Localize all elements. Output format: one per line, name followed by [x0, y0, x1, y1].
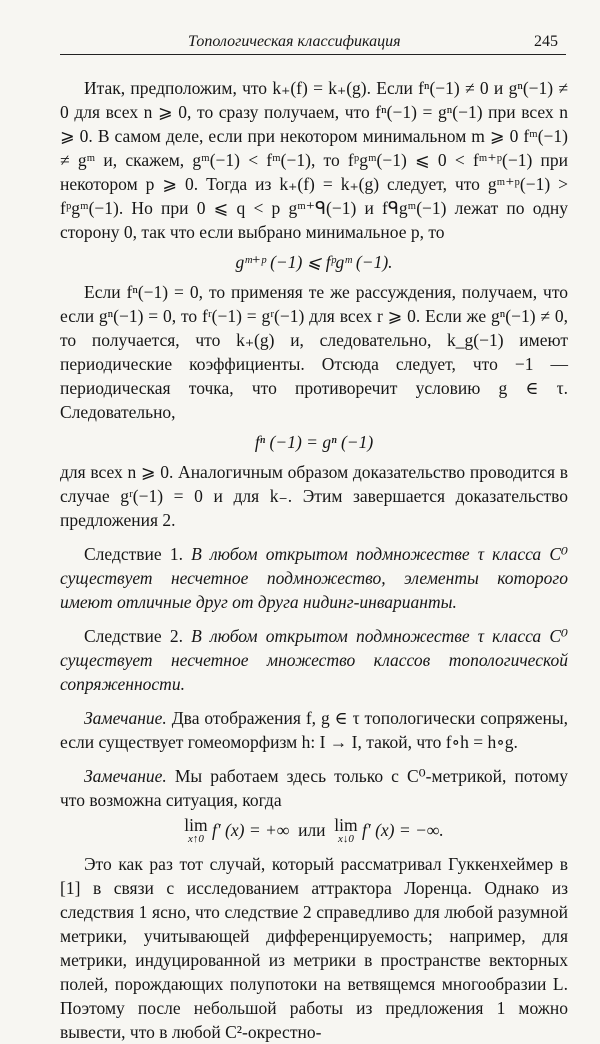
remark-1-label: Замечание.: [84, 708, 167, 728]
remark-1-text: Два отображения f, g ∈ τ топологически сопряжены, если существует гомеоморфизм h: I → I, такой, что f∘h = h∘g.: [60, 708, 568, 752]
corollary-2-label: Следствие 2.: [84, 626, 183, 646]
formula-limits: [60, 815, 568, 846]
formula-inequality: gᵐ⁺ᵖ (−1) ⩽ fᵖgᵐ (−1).: [235, 252, 393, 272]
running-title: Топологическая классификация: [188, 33, 401, 50]
corollary-1-label: Следствие 1.: [84, 544, 183, 564]
page-body: [60, 76, 568, 1044]
limit-or: или: [298, 820, 326, 841]
corollary-1: [60, 542, 568, 614]
limit-left-expression: f′ (x) = +∞: [211, 820, 290, 841]
corollary-1-text: В любом открытом подмножестве τ класса C⁰ существует несчетное подмножество, элементы которого имеют отличные друг от друга нидинг-инварианты.: [60, 544, 569, 612]
remark-2-label: Замечание.: [84, 766, 167, 786]
paragraph-proof-start: Итак, предположим, что k₊(f) = k₊(g). Если fⁿ(−1) ≠ 0 и gⁿ(−1) ≠ 0 для всех n ⩾ 0, то сразу получаем, что fⁿ(−1) = gⁿ(−1) при всех n ⩾ 0. В самом деле, если при некотором минимальном m ⩾ 0 fᵐ(−1) ≠ gᵐ и, скажем, gᵐ(−1) < fᵐ(−1), то fᵖgᵐ(−1) ⩽ 0 < fᵐ⁺ᵖ(−1) при некотором p ⩾ 0. Тогда из k₊(f) = k₊(g) следует, что gᵐ⁺ᵖ(−1) > fᵖgᵐ(−1). Но при 0 ⩽ q < p gᵐ⁺ᑫ(−1) и fᑫgᵐ(−1) лежат по одну сторону 0, так что если выбрано минимальное p, то: [60, 78, 568, 242]
paragraph-proof-end: для всех n ⩾ 0. Аналогичным образом доказательство проводится в случае gʳ(−1) = 0 и для k₋. Этим завершается доказательство предложения 2.: [60, 462, 568, 530]
page-number: 245: [534, 33, 558, 50]
corollary-2: [60, 624, 568, 696]
remark-1: [60, 706, 568, 754]
remark-2-text: Мы работаем здесь только с C⁰-метрикой, потому что возможна ситуация, когда: [60, 766, 568, 810]
running-header: [60, 30, 566, 55]
formula-equality: fⁿ (−1) = gⁿ (−1): [254, 432, 374, 452]
limit-left: lim x↑0: [184, 815, 208, 845]
limit-right: lim x↓0: [334, 815, 358, 845]
paragraph-proof-continued: Если fⁿ(−1) = 0, то применяя те же рассуждения, получаем, что если gⁿ(−1) = 0, то fʳ(−1) = gʳ(−1) для всех r ⩾ 0. Если же gⁿ(−1) ≠ 0, то получается, что k₊(g) и, следовательно, k_g(−1) имеют периодические коэффициенты. Отсюда следует, что −1 — периодическая точка, что противоречит условию g ∈ τ. Следовательно,: [60, 282, 568, 422]
limit-right-expression: f′ (x) = −∞.: [362, 820, 444, 841]
corollary-2-text: В любом открытом подмножестве τ класса C⁰ существует несчетное множество классов топологической сопряженности.: [60, 626, 569, 694]
remark-2: [60, 764, 568, 812]
paragraph-guckenheimer: Это как раз тот случай, который рассматривал Гуккенхеймер в [1] в связи с исследованием аттрактора Лоренца. Однако из следствия 1 ясно, что следствие 2 справедливо для любой разумной метрики, учитывающей дифференцируемость; например, для метрики, индуцированной из метрики в пространстве векторных полей, порождающих полупотоки на ветвящемся многообразии L. Поэтому после небольшой работы из предложения 1 можно вывести, что в любой C²-окрестно-: [60, 854, 568, 1042]
